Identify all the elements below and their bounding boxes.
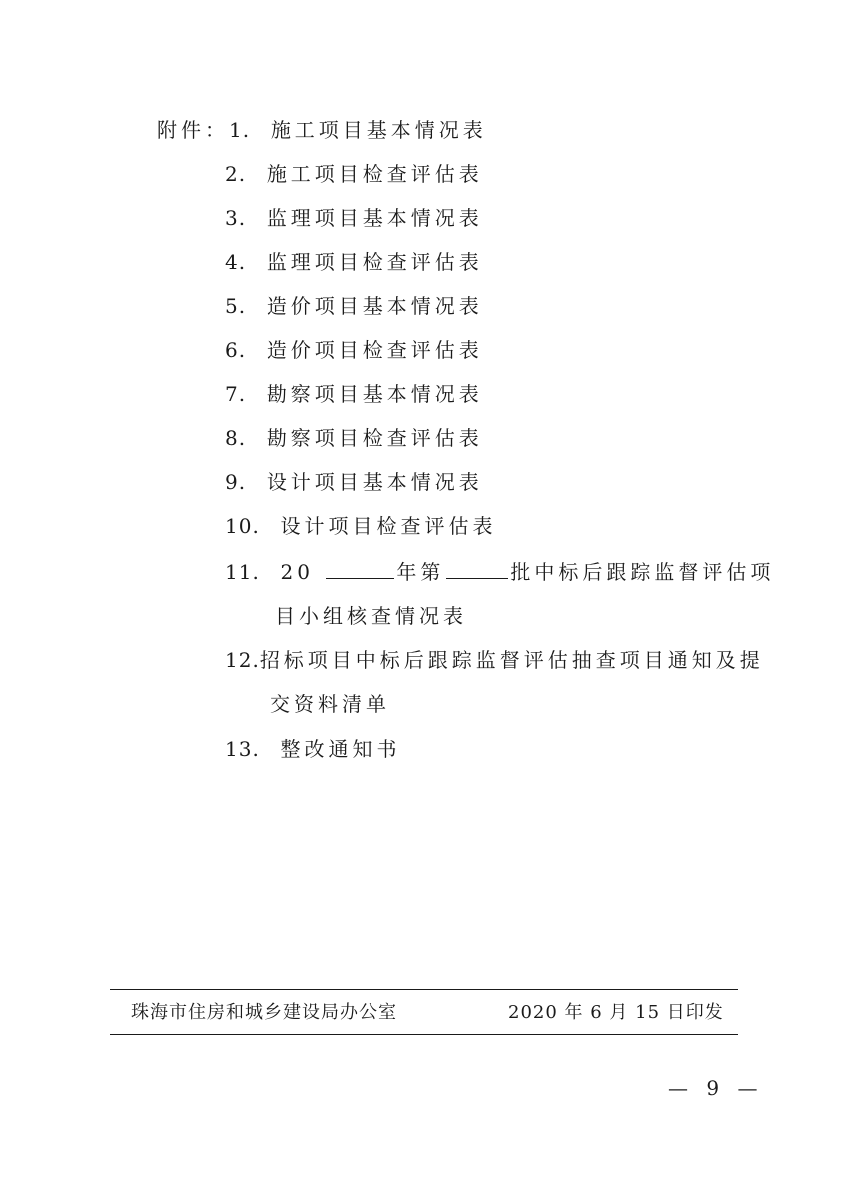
item-text: 设计项目基本情况表 <box>266 470 483 494</box>
item-text: 整改通知书 <box>280 737 401 761</box>
item-number: 11. <box>225 560 260 584</box>
attachment-item-4 <box>225 250 483 274</box>
item-text: 监理项目检查评估表 <box>266 250 483 274</box>
item-text: 造价项目检查评估表 <box>266 338 483 362</box>
item-number: 9. <box>225 470 247 494</box>
attachment-item-10 <box>225 514 497 538</box>
attachment-item-2 <box>225 162 483 186</box>
item-text-continued: 目小组核查情况表 <box>275 604 467 628</box>
attachment-item-12-continuation <box>270 692 390 716</box>
year-prefix: 20 <box>280 560 314 584</box>
item-text: 招标项目中标后跟踪监督评估抽查项目通知及提 <box>259 648 764 672</box>
item-number: 3. <box>225 206 247 230</box>
item-number: 1. <box>229 118 251 142</box>
item-number: 4. <box>225 250 247 274</box>
item-text: 施工项目检查评估表 <box>266 162 483 186</box>
item-number: 7. <box>225 382 247 406</box>
footer-top-rule <box>110 989 738 990</box>
attachment-item-9 <box>225 470 483 494</box>
batch-label: 年第 <box>396 560 445 584</box>
attachment-prefix: 附件： <box>157 118 229 142</box>
item-number: 5. <box>225 294 247 318</box>
item-text: 施工项目基本情况表 <box>270 118 487 142</box>
item-number: 8. <box>225 426 247 450</box>
item-number: 2. <box>225 162 247 186</box>
attachment-item-7 <box>225 382 483 406</box>
item-text: 勘察项目基本情况表 <box>266 382 483 406</box>
attachment-item-13 <box>225 737 401 761</box>
item-number: 12. <box>225 648 260 672</box>
page-number: — 9 — <box>668 1076 764 1100</box>
item-text: 造价项目基本情况表 <box>266 294 483 318</box>
batch-blank-line <box>446 560 508 579</box>
item-number: 13. <box>225 737 260 761</box>
year-blank-line <box>326 560 394 579</box>
item-text: 监理项目基本情况表 <box>266 206 483 230</box>
footer-issuer: 珠海市住房和城乡建设局办公室 <box>131 1002 397 1023</box>
item-number: 10. <box>225 514 260 538</box>
attachment-item-3 <box>225 206 483 230</box>
attachment-item-11-continuation <box>275 604 467 628</box>
item-text-continued: 交资料清单 <box>270 692 390 716</box>
attachment-item-6 <box>225 338 483 362</box>
attachment-item-8 <box>225 426 483 450</box>
footer-date: 2020 年 6 月 15 日印发 <box>508 1002 724 1023</box>
footer-bottom-rule <box>110 1034 738 1035</box>
item-number: 6. <box>225 338 247 362</box>
attachment-item-12 <box>225 648 764 672</box>
item-text: 勘察项目检查评估表 <box>266 426 483 450</box>
item-text: 设计项目检查评估表 <box>280 514 497 538</box>
attachment-item-5 <box>225 294 483 318</box>
attachment-item-1 <box>157 118 487 142</box>
attachment-item-11 <box>225 560 774 584</box>
item-text: 批中标后跟踪监督评估项 <box>510 560 775 584</box>
